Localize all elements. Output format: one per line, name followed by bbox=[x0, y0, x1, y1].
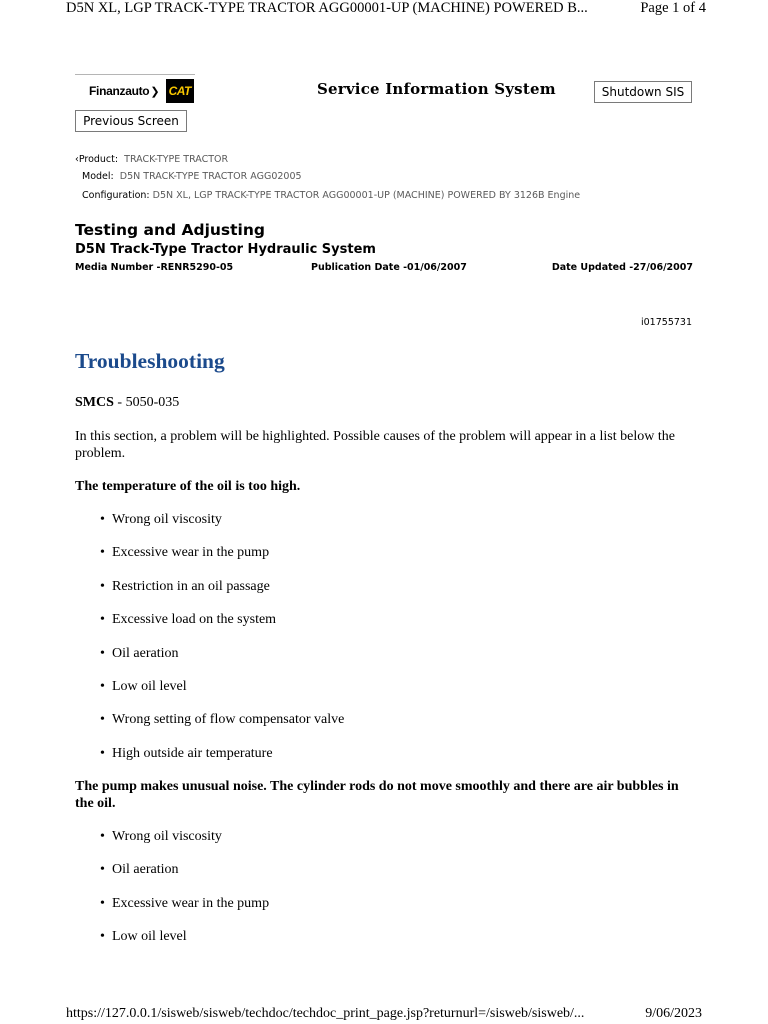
list-item bbox=[100, 645, 693, 662]
media-number: Media Number -RENR5290-05 bbox=[75, 262, 234, 273]
smcs-value: - 5050-035 bbox=[113, 395, 180, 410]
publication-date: Publication Date -01/06/2007 bbox=[311, 262, 467, 273]
configuration-label: Configuration: bbox=[82, 190, 150, 201]
shutdown-sis-button[interactable]: Shutdown SIS bbox=[594, 81, 692, 103]
list-item bbox=[100, 578, 693, 595]
product-label: Product: bbox=[78, 154, 119, 165]
intro-paragraph: In this section, a problem will be highlighted. Possible causes of the problem will appear in a list below the problem. bbox=[75, 429, 675, 461]
bullet-icon: • bbox=[100, 862, 105, 878]
bullet-icon: • bbox=[100, 828, 105, 844]
print-header-page-number: Page 1 of 4 bbox=[640, 0, 706, 16]
document-body bbox=[75, 394, 693, 961]
bullet-icon: • bbox=[100, 545, 105, 561]
list-item bbox=[100, 678, 693, 695]
list-item bbox=[100, 544, 693, 561]
smcs-line bbox=[75, 394, 693, 411]
cause-text: Low oil level bbox=[112, 678, 187, 694]
cause-text: Restriction in an oil passage bbox=[112, 578, 270, 594]
cause-list bbox=[75, 511, 693, 762]
model-label: Model: bbox=[82, 171, 114, 182]
model-line bbox=[82, 171, 302, 182]
model-value: D5N TRACK-TYPE TRACTOR AGG02005 bbox=[119, 171, 302, 182]
list-item bbox=[100, 828, 693, 845]
cause-text: Oil aeration bbox=[112, 862, 179, 878]
finanzauto-arrow-icon: ❯ bbox=[150, 85, 160, 98]
bullet-icon: • bbox=[100, 712, 105, 728]
finanzauto-logo-text: Finanzauto bbox=[89, 84, 150, 98]
problem-heading: The pump makes unusual noise. The cylinder rods do not move smoothly and there are air bubbles in the oil. bbox=[75, 778, 679, 811]
cause-text: High outside air temperature bbox=[112, 745, 273, 761]
finanzauto-cat-logo bbox=[75, 74, 195, 107]
cause-text: Excessive wear in the pump bbox=[112, 545, 270, 561]
bullet-icon: • bbox=[100, 512, 105, 527]
print-footer-url[interactable]: https://127.0.0.1/sisweb/sisweb/techdoc/techdoc_print_page.jsp?returnurl=/sisweb/sisweb/... bbox=[66, 1006, 585, 1021]
configuration-line bbox=[82, 190, 580, 201]
publication-info-row bbox=[75, 262, 693, 276]
cause-text: Wrong setting of flow compensator valve bbox=[112, 712, 345, 728]
cause-text: Excessive load on the system bbox=[112, 612, 277, 628]
previous-screen-button[interactable]: Previous Screen bbox=[75, 110, 187, 132]
bullet-icon: • bbox=[100, 928, 105, 944]
cause-text: Low oil level bbox=[112, 928, 187, 944]
bullet-icon: • bbox=[100, 612, 105, 628]
list-item bbox=[100, 895, 693, 912]
document-id: i01755731 bbox=[641, 317, 692, 328]
print-header-title: D5N XL, LGP TRACK-TYPE TRACTOR AGG00001-UP (MACHINE) POWERED B... bbox=[66, 0, 588, 16]
list-item bbox=[100, 511, 693, 528]
product-value: TRACK-TYPE TRACTOR bbox=[124, 154, 229, 165]
bullet-icon: • bbox=[100, 745, 105, 761]
cause-text: Wrong oil viscosity bbox=[112, 512, 222, 527]
page-title: Troubleshooting bbox=[75, 349, 225, 373]
cause-text: Oil aeration bbox=[112, 645, 179, 661]
print-header bbox=[66, 0, 706, 20]
list-item bbox=[100, 928, 693, 945]
cause-text: Wrong oil viscosity bbox=[112, 828, 222, 844]
bullet-icon: • bbox=[100, 578, 105, 594]
list-item bbox=[100, 711, 693, 728]
list-item bbox=[100, 861, 693, 878]
product-line bbox=[75, 154, 228, 165]
section-title: Testing and Adjusting bbox=[75, 221, 266, 239]
bullet-icon: • bbox=[100, 678, 105, 694]
section-subtitle: D5N Track-Type Tractor Hydraulic System bbox=[75, 242, 376, 257]
back-chevron-icon[interactable]: ‹ bbox=[75, 154, 79, 165]
problem-heading: The temperature of the oil is too high. bbox=[75, 479, 301, 494]
list-item bbox=[100, 745, 693, 762]
date-updated: Date Updated -27/06/2007 bbox=[551, 262, 693, 273]
print-footer bbox=[66, 1006, 702, 1024]
print-footer-date: 9/06/2023 bbox=[645, 1006, 702, 1021]
cat-logo-badge: CAT bbox=[166, 79, 194, 103]
bullet-icon: • bbox=[100, 645, 105, 661]
system-title: Service Information System bbox=[317, 80, 556, 98]
configuration-value: D5N XL, LGP TRACK-TYPE TRACTOR AGG00001-UP (MACHINE) POWERED BY 3126B Engine bbox=[152, 190, 581, 201]
cause-text: Excessive wear in the pump bbox=[112, 895, 270, 911]
bullet-icon: • bbox=[100, 895, 105, 911]
smcs-label: SMCS bbox=[75, 395, 114, 410]
cause-list bbox=[75, 828, 693, 945]
list-item bbox=[100, 611, 693, 628]
